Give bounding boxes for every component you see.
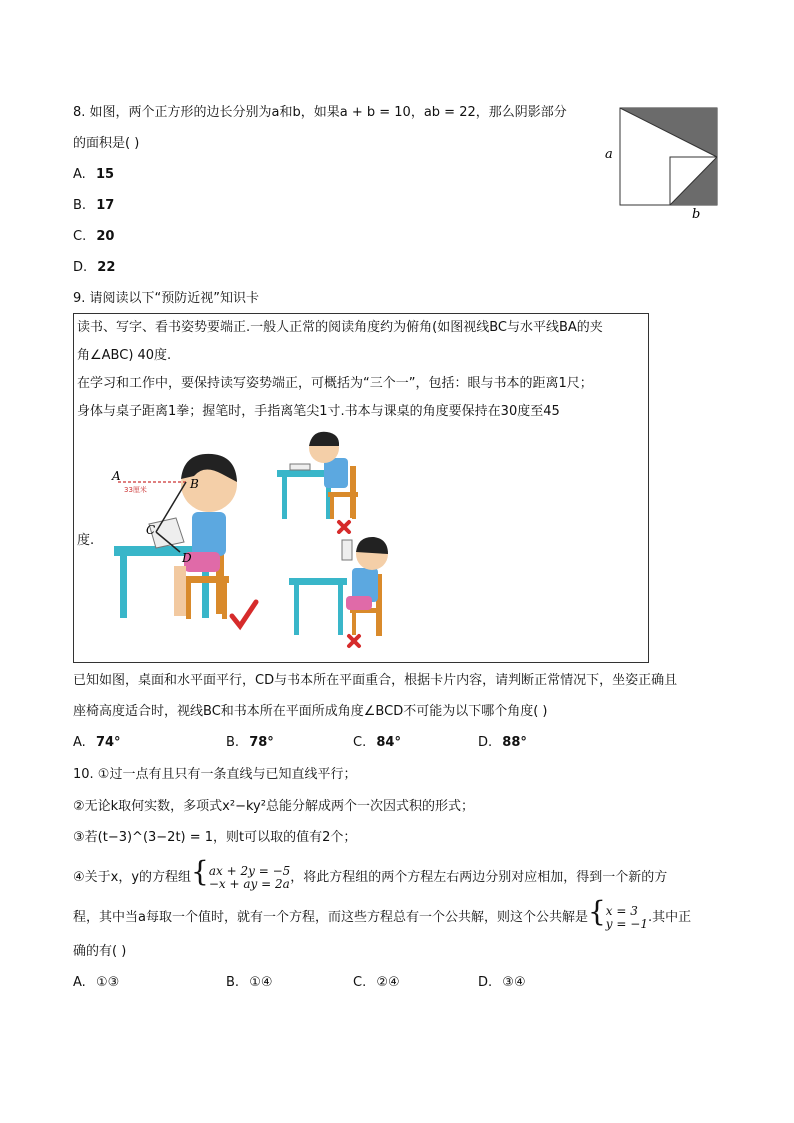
q10-stem-end: 确的有( ) bbox=[73, 944, 127, 959]
check-mark-icon bbox=[232, 602, 256, 626]
statement-4-suffix: ，将此方程组的两个方程左右两边分别对应相加，得到一个新的方 bbox=[290, 870, 668, 885]
equation-1: ax + 2y = −5 bbox=[208, 863, 291, 878]
solution-1: x = 3 bbox=[605, 903, 638, 918]
option-letter: D. bbox=[73, 260, 88, 275]
knowledge-card bbox=[73, 313, 649, 663]
option-value: 88° bbox=[502, 735, 527, 750]
label-C: C bbox=[146, 523, 156, 537]
desk-leg bbox=[120, 556, 127, 618]
option-letter: B. bbox=[226, 975, 240, 990]
q8-stem-line-1: 8. 如图，两个正方形的边长分别为a和b，如果a + b = 10，ab = 22，那么阴影部分 bbox=[73, 105, 567, 120]
incorrect-posture-illustration-1 bbox=[272, 424, 382, 534]
solution-system bbox=[606, 905, 648, 931]
option-letter: C. bbox=[353, 975, 367, 990]
q9-option-c[interactable] bbox=[353, 734, 401, 752]
card-line-5: 度. bbox=[77, 533, 95, 548]
leg bbox=[174, 566, 186, 616]
label-B: B bbox=[190, 477, 199, 491]
option-value: ③④ bbox=[502, 975, 526, 990]
q9-option-a[interactable] bbox=[73, 734, 121, 752]
option-value: 20 bbox=[96, 229, 115, 244]
cross-mark-icon bbox=[349, 636, 359, 646]
option-value: 15 bbox=[95, 167, 115, 182]
q10-statement-2: ②无论k取何实数，多项式x²−ky²总能分解成两个一次因式积的形式； bbox=[73, 799, 474, 814]
option-letter: B. bbox=[226, 735, 240, 750]
statement-4-prefix: ④关于x，y的方程组 bbox=[73, 870, 192, 885]
chair-leg bbox=[222, 583, 227, 619]
q10-statement-4-cont bbox=[73, 895, 692, 933]
option-letter: C. bbox=[353, 735, 367, 750]
q10-option-b[interactable] bbox=[226, 974, 273, 992]
q8-squares-figure bbox=[600, 100, 730, 225]
left-brace: { bbox=[191, 855, 209, 888]
label-b: b bbox=[692, 207, 701, 222]
q10-statement-3: ③若(t−3)^(3−2t) = 1，则t可以取的值有2个； bbox=[73, 830, 357, 845]
q8-option-d[interactable] bbox=[73, 259, 115, 277]
statement-4-cont-suffix: .其中正 bbox=[647, 910, 692, 925]
option-value: 22 bbox=[97, 260, 116, 275]
q8-option-b[interactable] bbox=[73, 197, 114, 215]
q9-title: 9. 请阅读以下“预防近视”知识卡 bbox=[73, 291, 260, 306]
option-letter: A. bbox=[73, 735, 86, 750]
solution-2: y = −1 bbox=[605, 916, 648, 931]
q9-option-d[interactable] bbox=[478, 734, 527, 752]
incorrect-posture-illustration-2 bbox=[284, 532, 409, 657]
label-A: A bbox=[112, 469, 121, 483]
equation-2: −x + ay = 2a bbox=[208, 876, 290, 891]
option-value: ①③ bbox=[95, 975, 120, 990]
q9-stem-line-2: 座椅高度适合时，视线BC和书本所在平面所成角度∠BCD不可能为以下哪个角度( ) bbox=[73, 704, 548, 719]
option-value: 78° bbox=[249, 735, 274, 750]
card-line-1: 读书、写字、看书姿势要端正.一般人正常的阅读角度约为俯角(如图视线BC与水平线BA的夹 bbox=[77, 320, 603, 335]
card-line-4: 身体与桌子距离1拳；握笔时，手指离笔尖1寸.书本与课桌的角度要保持在30度至45 bbox=[77, 404, 560, 419]
option-letter: D. bbox=[478, 975, 493, 990]
q8-stem-line-2: 的面积是( ) bbox=[73, 136, 140, 151]
option-letter: D. bbox=[478, 735, 493, 750]
shirt bbox=[192, 512, 226, 556]
left-brace: { bbox=[587, 895, 606, 928]
label-a: a bbox=[605, 147, 613, 162]
q10-option-d[interactable] bbox=[478, 974, 526, 992]
option-value: ②④ bbox=[376, 975, 400, 990]
q8-option-c[interactable] bbox=[73, 228, 114, 246]
statement-4-cont-prefix: 程，其中当a每取一个值时，就有一个方程，而这些方程总有一个公共解，则这个公共解是 bbox=[73, 910, 588, 925]
label-D: D bbox=[182, 551, 192, 565]
card-line-3: 在学习和工作中，要保持读写姿势端正，可概括为“三个一”，包括：眼与书本的距离1尺； bbox=[77, 376, 593, 391]
q10-statement-1: 10. ①过一点有且只有一条直线与已知直线平行； bbox=[73, 767, 357, 782]
q9-stem-line-1: 已知如图，桌面和水平面平行，CD与书本所在平面重合，根据卡片内容，请判断正常情况下，坐姿正确且 bbox=[73, 673, 678, 688]
q10-option-c[interactable] bbox=[353, 974, 400, 992]
cross-mark-icon bbox=[339, 522, 349, 532]
option-letter: A. bbox=[73, 167, 86, 182]
q10-option-a[interactable] bbox=[73, 974, 119, 992]
option-value: 17 bbox=[96, 198, 115, 213]
q9-option-b[interactable] bbox=[226, 734, 274, 752]
chair-leg bbox=[186, 583, 191, 619]
card-line-2: 角∠ABC) 40度. bbox=[77, 348, 172, 363]
distance-label: 33厘米 bbox=[124, 486, 147, 494]
option-letter: C. bbox=[73, 229, 87, 244]
option-value: ①④ bbox=[249, 975, 273, 990]
chair-seat bbox=[184, 576, 229, 583]
option-value: 84° bbox=[376, 735, 401, 750]
equation-system bbox=[209, 865, 290, 891]
option-letter: A. bbox=[73, 975, 86, 990]
option-letter: B. bbox=[73, 198, 87, 213]
correct-posture-illustration bbox=[104, 434, 294, 634]
q10-statement-4 bbox=[73, 855, 668, 893]
q8-option-a[interactable] bbox=[73, 166, 114, 184]
option-value: 74° bbox=[95, 735, 121, 750]
